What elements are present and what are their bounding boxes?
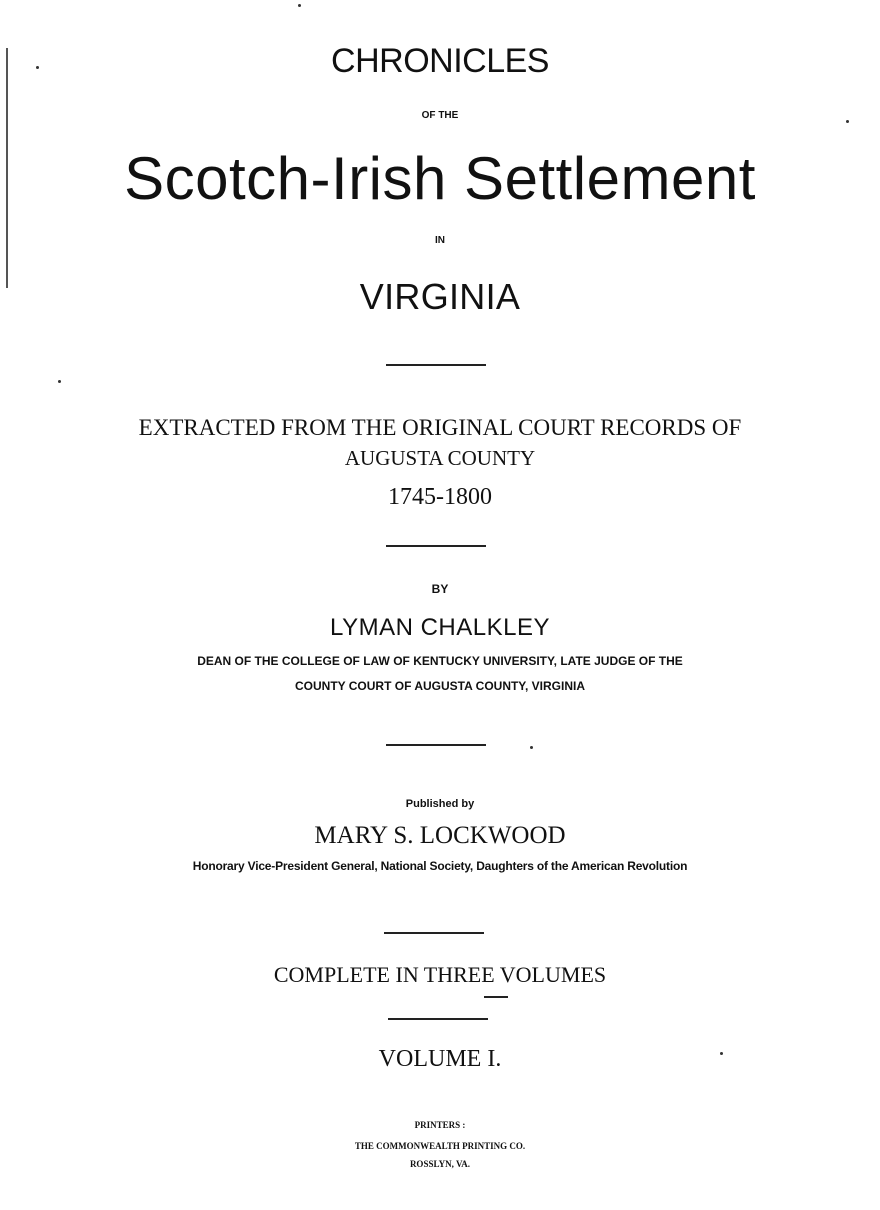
author-description-line-2: COUNTY COURT OF AUGUSTA COUNTY, VIRGINIA — [294, 679, 585, 693]
printer-name: THE COMMONWEALTH PRINTING CO. — [354, 1141, 526, 1151]
title-of-the: OF THE — [421, 110, 459, 121]
title-chronicles: CHRONICLES — [331, 42, 549, 80]
extract-line-2: AUGUSTA COUNTY — [344, 446, 536, 470]
divider-rule — [386, 364, 486, 366]
scan-speck — [530, 746, 533, 749]
scan-speck — [58, 380, 61, 383]
volume-number: VOLUME I. — [378, 1046, 502, 1072]
divider-rule — [384, 932, 484, 934]
publisher-name: MARY S. LOCKWOOD — [314, 822, 566, 849]
divider-rule — [388, 1018, 488, 1020]
divider-rule — [386, 744, 486, 746]
published-by-label: Published by — [405, 798, 475, 810]
title-state: VIRGINIA — [359, 276, 521, 317]
printers-label: PRINTERS : — [414, 1120, 466, 1130]
by-label: BY — [431, 582, 449, 596]
author-description-line-1: DEAN OF THE COLLEGE OF LAW OF KENTUCKY UNIVERSITY, LATE JUDGE OF THE — [197, 654, 683, 668]
divider-rule — [386, 545, 486, 547]
extract-line-1: EXTRACTED FROM THE ORIGINAL COURT RECORDS OF — [138, 415, 742, 440]
underline-mark — [484, 996, 508, 998]
title-in: IN — [435, 235, 445, 246]
scan-speck — [298, 4, 301, 7]
printer-location: ROSSLYN, VA. — [409, 1159, 471, 1169]
main-title: Scotch-Irish Settlement — [124, 145, 756, 212]
years: 1745-1800 — [388, 484, 492, 510]
author-name: LYMAN CHALKLEY — [330, 614, 550, 641]
publisher-description: Honorary Vice-President General, National Society, Daughters of the American Revolution — [192, 859, 688, 873]
complete-in-three-volumes: COMPLETE IN THREE VOLUMES — [273, 962, 607, 987]
